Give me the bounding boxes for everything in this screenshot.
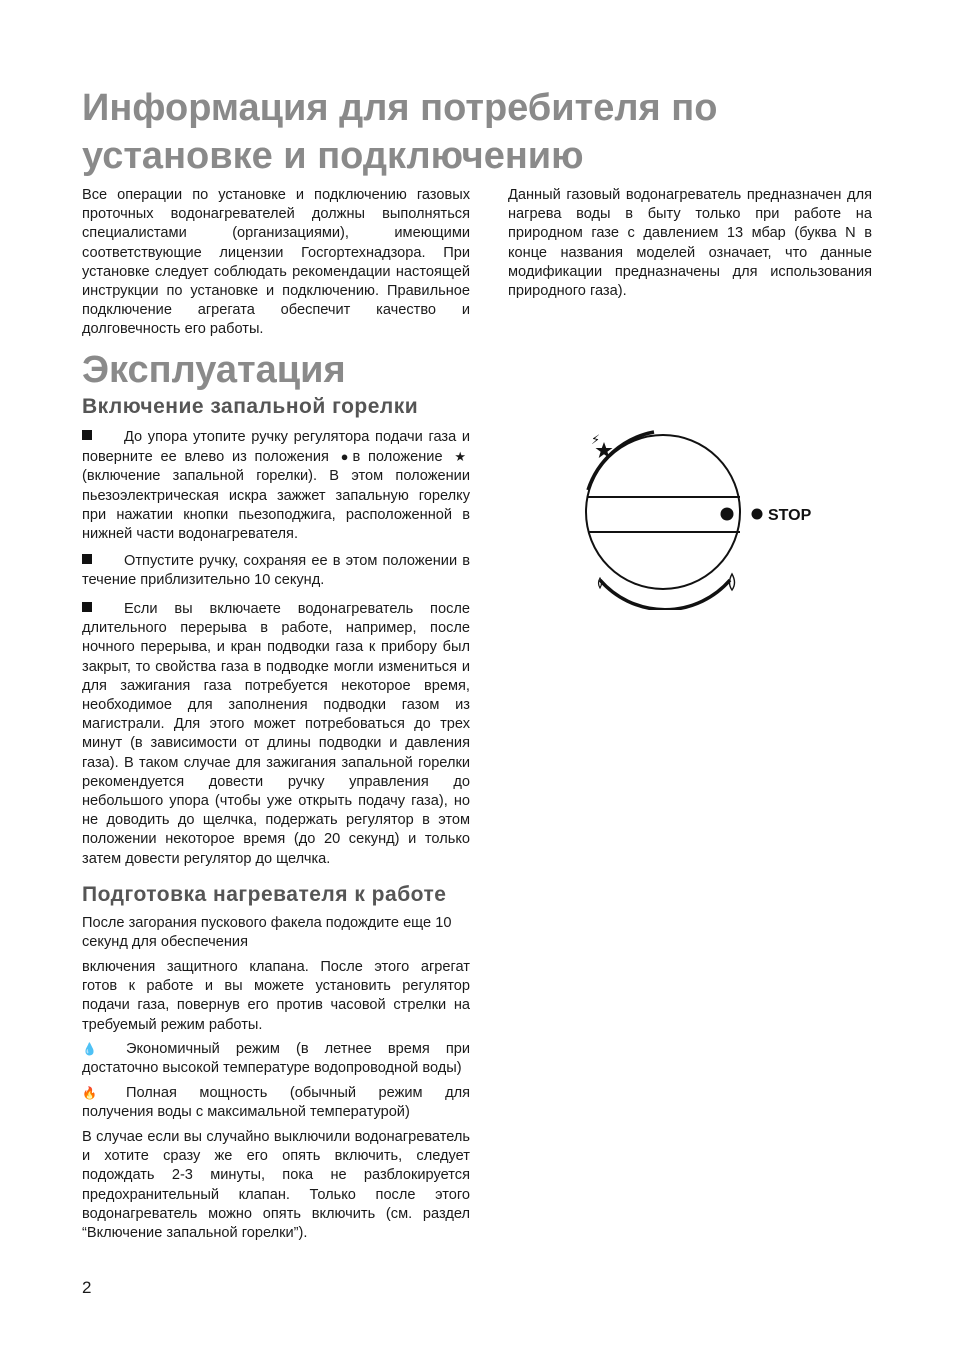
bullet-square-icon: [82, 602, 92, 612]
preparation-heading: Подготовка нагревателя к работе: [82, 883, 447, 906]
off-dot-icon: ●: [340, 449, 349, 465]
ignition-step-3-text: Если вы включаете водонагреватель после длительного перерыва в работе, например, после ночного перерыва, и кран подводки газа к прибору был закрыт, то свойства газа в подводке могли измениться и для зажигания газа потребуется некоторое время, необходимое для заполнения подводки газом из магистрали. Для этого может потребоваться до трех минут (в зависимости от длины подводки и давления газа). В таком случае для зажигания запальной горелки рекомендуется довести ручку управления до небольшого упора (чтобы уже открыть подачу газа), но не доводить до щелчка, подержать регулятор в этом положении некоторое время (до 20 секунд) и только затем довести регулятор до щелчка.: [82, 601, 470, 867]
bullet-square-icon: [82, 554, 92, 564]
knob-marker-dot: [721, 508, 734, 521]
ignition-step-1-text-b: в положение: [352, 449, 443, 466]
stop-dot-icon: [752, 509, 763, 520]
ignition-heading: Включение запальной горелки: [82, 395, 419, 418]
mode-full-text: Полная мощность (обычный режим для получения воды с максимальной температурой): [82, 1085, 470, 1121]
regulator-knob: [586, 435, 740, 589]
preparation-paragraph-3: В случае если вы случайно выключили водонагреватель и хотите сразу же его опять включить, следует подождать 2-3 минуты, пока не разблокируется предохранительный клапан. Только после этого водонагреватель можно опять включить (см. раздел “Включение запальной горелки”).: [82, 1129, 470, 1242]
ignition-step-1: [82, 428, 470, 544]
page-title-line2: установке и подключению: [82, 135, 584, 177]
mode-eco-text: Экономичный режим (в летнее время при достаточно высокой температуре водопроводной воды): [82, 1041, 470, 1077]
preparation-paragraph-1: После загорания пускового факела подождите еще 10 секунд для обеспечения: [82, 915, 452, 951]
ignition-step-2-text: Отпустите ручку, сохраняя ее в этом положении в течение приблизительно 10 секунд.: [82, 553, 470, 589]
page-number: 2: [82, 1278, 92, 1297]
intro-right-paragraph: Данный газовый водонагреватель предназначен для нагрева воды в быту только при работе на природном газе с давлением 13 мбар (буква N в конце названия моделей означает, что данные модификации предназначены для использования природного газа).: [508, 187, 872, 300]
preparation-paragraph-2: включения защитного клапана. После этого агрегат готов к работе и вы можете установить регулятор подачи газа, повернув его против часовой стрелки на требуемый режим работы.: [82, 959, 470, 1033]
star-icon: ★: [454, 449, 466, 465]
bullet-square-icon: [82, 430, 92, 440]
mode-eco: [82, 1040, 470, 1078]
page-title: [82, 84, 862, 180]
small-flame-icon: 💧: [82, 1042, 97, 1056]
stop-label: STOP: [768, 507, 812, 524]
scale-arc-bottom: [600, 580, 730, 610]
ignition-step-1-text-a: До упора утопите ручку регулятора подачи газа и поверните ее влево из положения: [82, 429, 470, 466]
ignition-step-2: [82, 552, 470, 590]
mode-full: [82, 1084, 470, 1122]
gas-regulator-diagram: [560, 420, 860, 610]
intro-left-paragraph: Все операции по установке и подключению газовых проточных водонагревателей должны выполняться специалистами (организациями), имеющими соответствующие лицензии Госгортехнадзора. При установке следует соблюдать рекомендации настоящей инструкции по установке и подключению. Правильное подключение агрегата обеспечит качество и долговечность его работы.: [82, 187, 470, 338]
small-flame-icon: [599, 578, 602, 588]
section-title: Эксплуатация: [82, 349, 346, 391]
page-title-line1: Информация для потребителя по: [82, 87, 718, 129]
spark-icon: ⚡: [591, 433, 601, 448]
large-flame-icon: 🔥: [82, 1086, 97, 1100]
ignition-step-3: [82, 600, 470, 869]
ignition-step-1-text-c: (включение запальной горелки). В этом положении пьезоэлектрическая искра зажжет запальную горелку при нажатии кнопки пьезоподжига, расположенной в нижней части водонагревателя.: [82, 468, 470, 543]
